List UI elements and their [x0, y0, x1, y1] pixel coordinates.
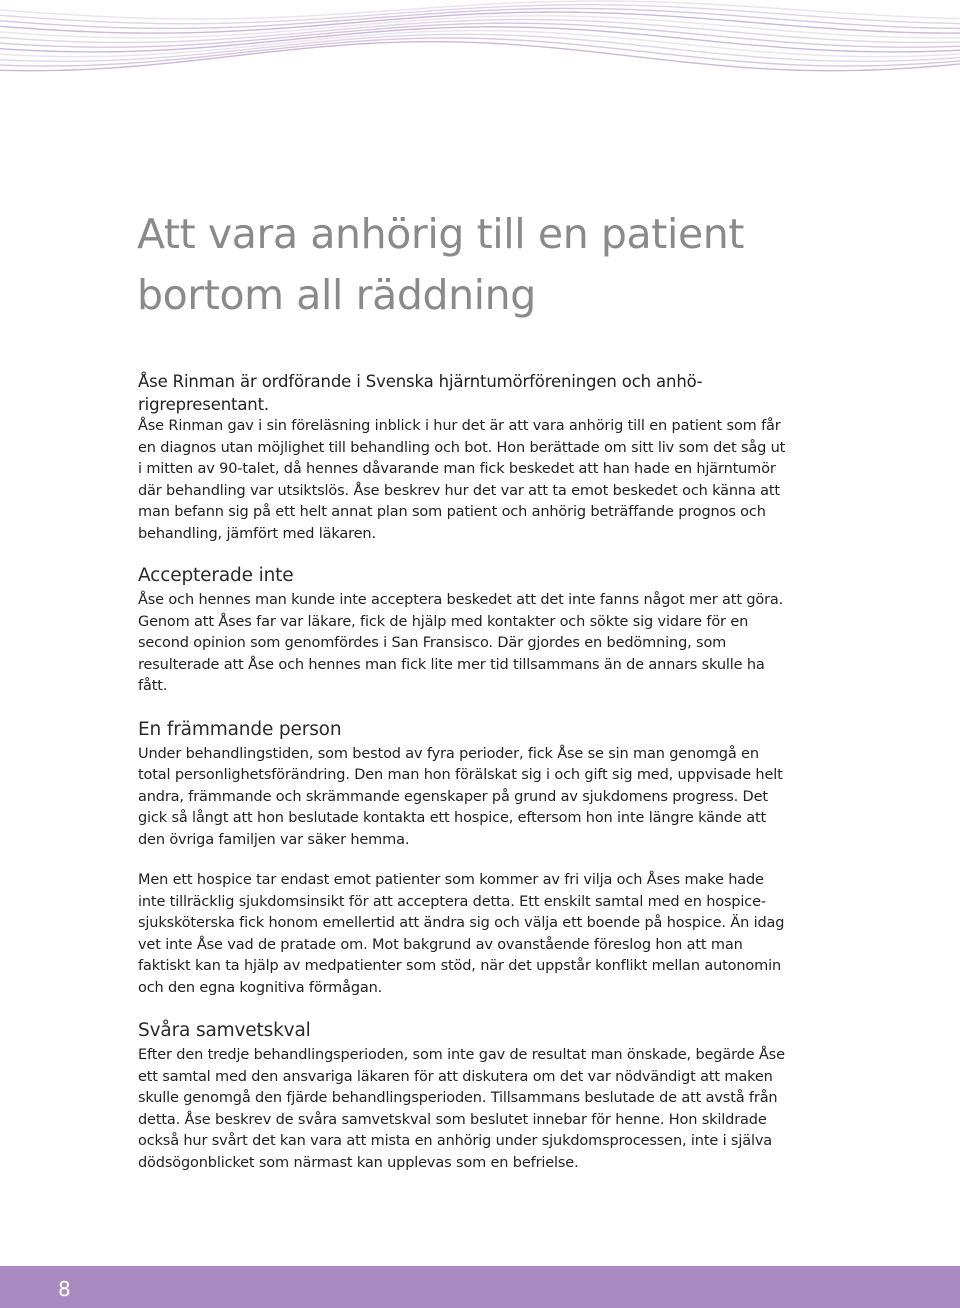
footer-bar: [0, 1266, 960, 1308]
paragraph: Åse Rinman gav i sin föreläsning inblick i hur det är att vara anhörig till en patient som får en diagnos utan möjlighet till behandling och bot. Hon berättade om sitt liv som det såg ut i mitten av 90-talet, då hennes dåvarande man fick beskedet att han hade en hjärntumör där behandling var utsiktslös. Åse beskrev hur det var att ta emot beskedet och känna att man befann sig på ett helt annat plan som patient och anhörig beträffande prognos och behandling, jämfört med läkaren.: [138, 418, 786, 542]
page-title: [137, 204, 897, 326]
section-heading-svara-samvetskval: Svåra samvetskval: [138, 1020, 311, 1041]
title-line-1: Att vara anhörig till en patient: [137, 210, 745, 258]
article-body: [138, 370, 788, 1193]
paragraph: Under behandlingstiden, som bestod av fyra perioder, fick Åse se sin man genomgå en total personlighetsförändring. Den man hon förälskat sig i och gift sig med, uppvisade helt andra, främmande och skrämmande egenskaper på grund av sjukdomens progress. Det gick så långt att hon beslutade kontakta ett hospice, eftersom hon inte längre kände att den övriga familjen var säker hemma.: [138, 745, 783, 848]
paragraph: Men ett hospice tar endast emot patienter som kommer av fri vilja och Åses make hade inte tillräcklig sjukdomsinsikt för att acceptera detta. Ett enskilt samtal med en hospicesjuksköterska fick honom emellertid att ändra sig och välja ett boende på hospice. Än idag vet inte Åse vad de pratade om. Mot bakgrund av ovanstående föreslog hon att man faktiskt kan ta hjälp av medpatienter som stöd, när det uppstår konflikt mellan autonomin och den egna kognitiva förmågan.: [138, 872, 785, 996]
page-number: 8: [58, 1277, 71, 1301]
decorative-wave-header: [0, 0, 960, 80]
title-line-2: bortom all räddning: [137, 271, 536, 319]
paragraph: Åse och hennes man kunde inte acceptera beskedet att det inte fanns något mer att göra. Genom att Åses far var läkare, fick de hjälp med kontakter och sökte sig vidare för en second opinion som genomfördes i San Fransisco. Där gjordes en bedömning, som resulterade att Åse och hennes man fick lite mer tid tillsammans än de annars skulle ha fått.: [138, 592, 784, 694]
paragraph: Efter den tredje behandlingsperioden, som inte gav de resultat man önskade, begärde Åse ett samtal med den ansvariga läkaren för att diskutera om det var nödvändigt att maken skulle genomgå den fjärde behandlingsperioden. Tillsammans beslutade de att avstå från detta. Åse beskrev de svåra samvetskval som beslutet innebar för henne. Hon skildrade också hur svårt det kan vara att mista en anhörig under sjukdomsprocessen, inte i själva dödsögonblicket som närmast kan upplevas som en befrielse.: [138, 1047, 785, 1171]
intro-text: Åse Rinman är ordförande i Svenska hjärntumörföreningen och anhörigrepresentant.: [138, 372, 703, 414]
section-heading-accepterade-inte: Accepterade inte: [138, 565, 294, 586]
section-heading-en-frammande-person: En främmande person: [138, 718, 342, 740]
